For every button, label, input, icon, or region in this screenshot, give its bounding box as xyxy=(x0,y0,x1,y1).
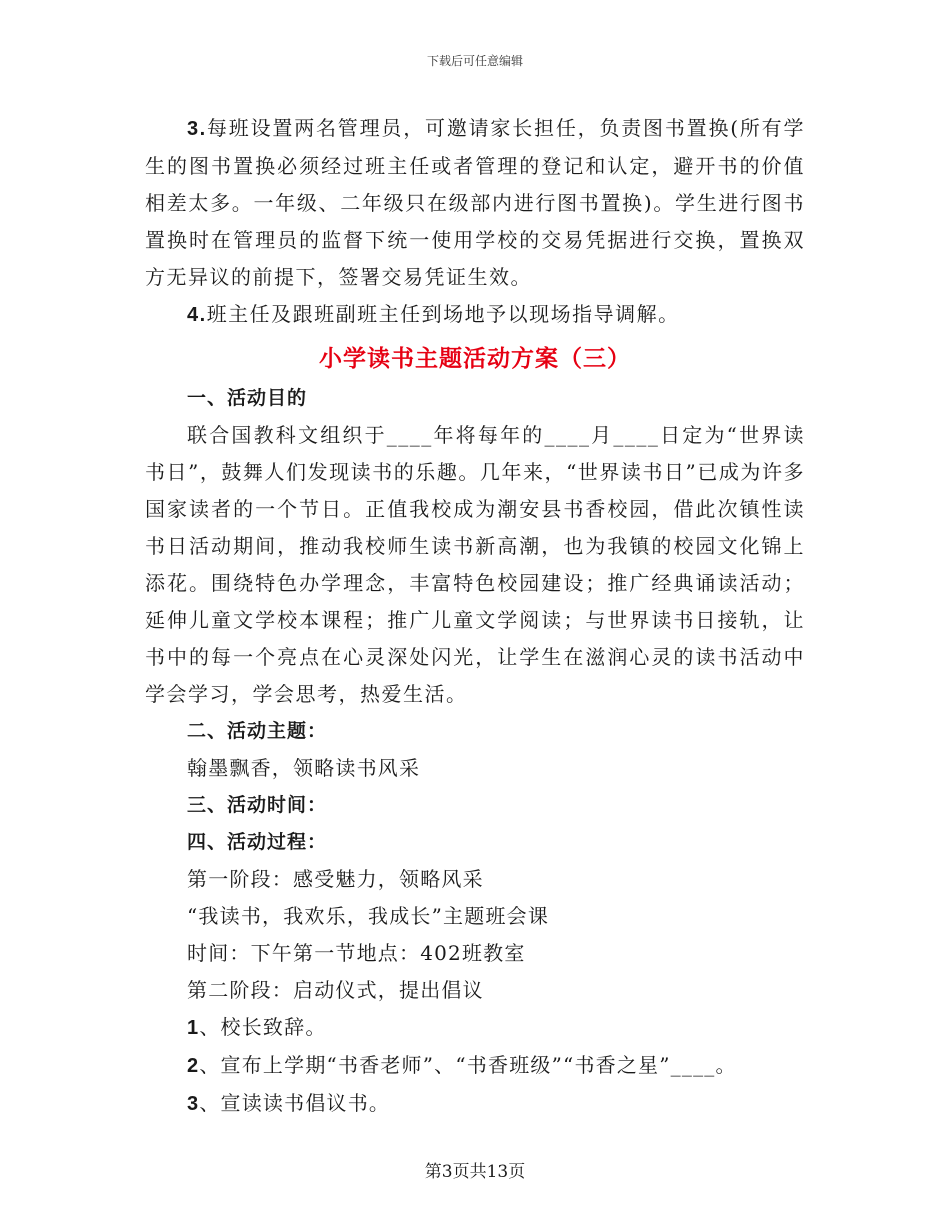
step-2 xyxy=(145,1047,805,1085)
paragraph-item-4 xyxy=(145,296,805,334)
heading-theme: 二、活动主题： xyxy=(187,721,328,742)
paragraph-item-3 xyxy=(145,110,805,296)
stage-2: 第二阶段：启动仪式，提出倡议 xyxy=(187,978,484,1002)
item-text: 班主任及跟班副班主任到场地予以现场指导调解。 xyxy=(206,302,680,326)
page-number: 第3页共13页 xyxy=(424,1162,526,1182)
stage-1: 第一阶段：感受魅力，领略风采 xyxy=(187,867,484,891)
document-body xyxy=(145,110,805,1123)
section-title: 小学读书主题活动方案（三） xyxy=(319,345,631,371)
step-1 xyxy=(145,1009,805,1047)
step-number: 3 xyxy=(187,1093,200,1115)
step-text: 、宣布上学期“书香老师”、“书香班级”“书香之星”____。 xyxy=(199,1053,737,1077)
step-number: 2 xyxy=(187,1055,200,1077)
class-meeting: “我读书，我欢乐，我成长”主题班会课 xyxy=(187,904,550,928)
item-text: 每班设置两名管理员，可邀请家长担任，负责图书置换(所有学生的图书置换必须经过班主任或者管理的登记和认定，避开书的价值相差太多。一年级、二年级只在级部内进行图书置换)。学生进行图书置换时在管理员的监督下统一使用学校的交易凭据进行交换，置换双方无异议的前提下，签署交易凭证生效。 xyxy=(145,116,805,289)
heading-purpose: 一、活动目的 xyxy=(187,388,308,409)
heading-process: 四、活动过程： xyxy=(187,832,328,853)
paragraph-purpose: 联合国教科文组织于____年将每年的____月____日定为“世界读书日”，鼓舞人们发现读书的乐趣。几年来，“世界读书日”已成为许多国家读者的一个节日。正值我校成为潮安县书香校园，借此次镇性读书日活动期间，推动我校师生读书新高潮，也为我镇的校园文化锦上添花。围绕特色办学理念，丰富特色校园建设；推广经典诵读活动；延伸儿童文学校本课程；推广儿童文学阅读；与世界读书日接轨，让书中的每一个亮点在心灵深处闪光，让学生在滋润心灵的读书活动中学会学习，学会思考，热爱生活。 xyxy=(145,423,805,706)
theme-text: 翰墨飘香，领略读书风采 xyxy=(187,756,421,780)
step-3 xyxy=(145,1085,805,1123)
step-text: 、校长致辞。 xyxy=(199,1015,327,1039)
header-note: 下载后可任意编辑 xyxy=(426,54,523,68)
step-text: 、宣读读书倡议书。 xyxy=(199,1091,391,1115)
step-number: 1 xyxy=(187,1017,200,1039)
time-place: 时间：下午第一节地点：402班教室 xyxy=(187,941,526,965)
item-number: 4. xyxy=(187,304,207,326)
item-number: 3. xyxy=(187,118,207,140)
heading-time: 三、活动时间： xyxy=(187,795,328,816)
